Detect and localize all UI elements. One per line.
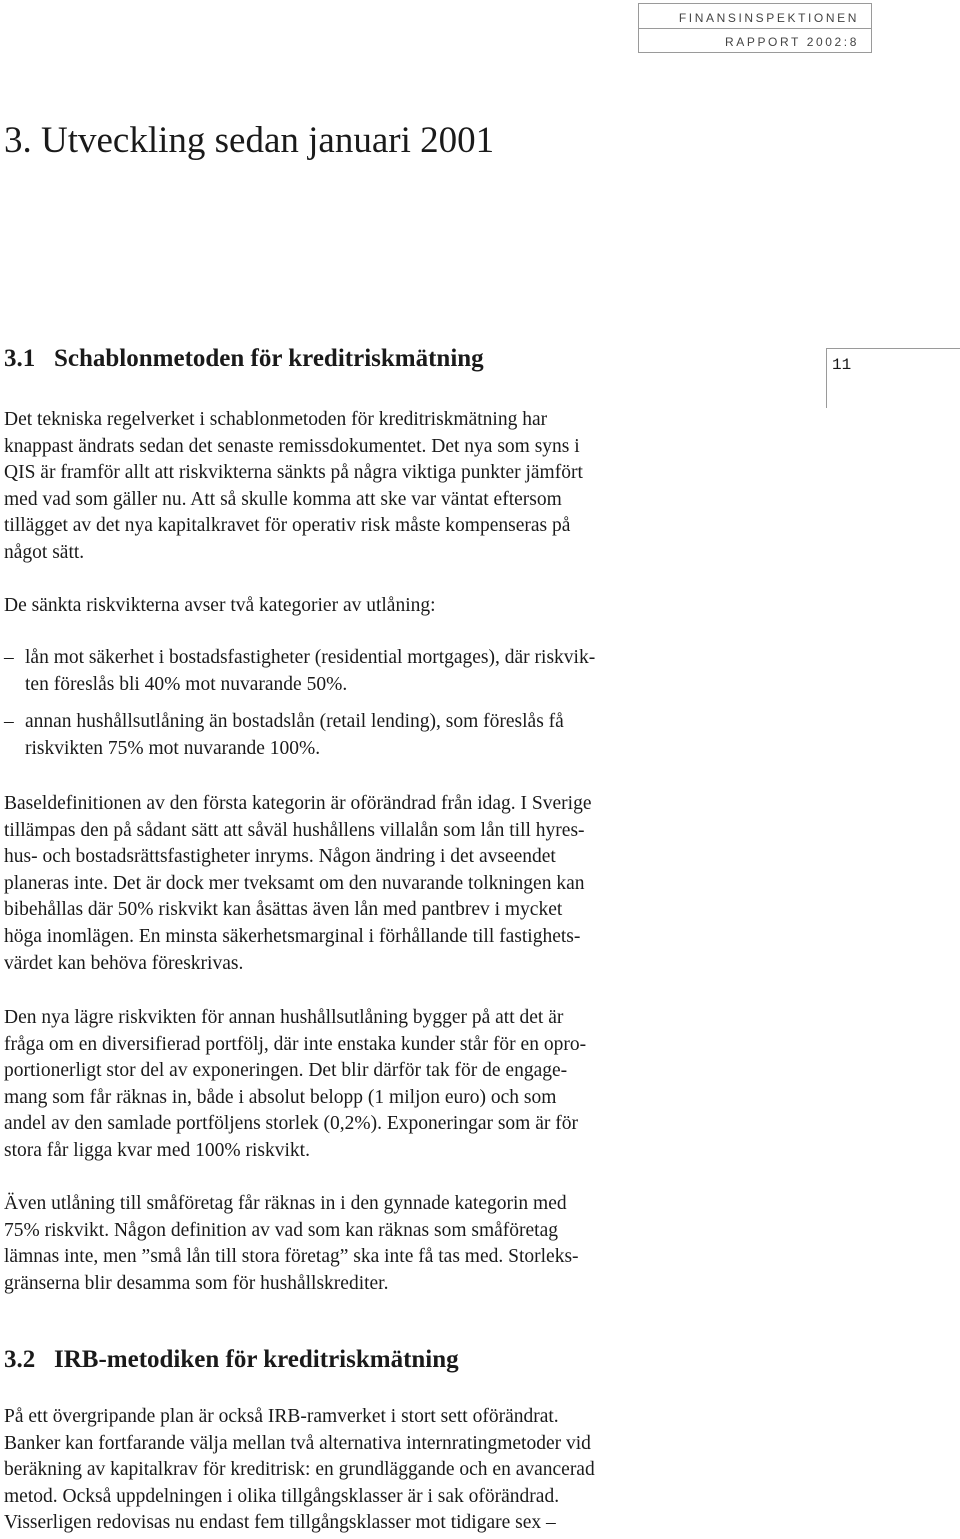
chapter-title: 3. Utveckling sedan januari 2001 xyxy=(4,120,495,161)
text-line: Den nya lägre riskvikten för annan hushållsutlåning bygger på att det är xyxy=(4,1007,564,1028)
report-header-box xyxy=(638,3,872,53)
text-line: med vad som gäller nu. Att så skulle komma att ske var väntat eftersom xyxy=(4,488,562,510)
text-line: Baseldefinitionen av den första kategorin är oförändrad från idag. I Sverige xyxy=(4,793,592,814)
text-line: Visserligen redovisas nu endast fem tillgångsklasser mot tidigare sex – xyxy=(4,1512,556,1534)
text-line: ten föreslås bli 40% mot nuvarande 50%. xyxy=(25,673,348,695)
paragraph-6 xyxy=(4,1404,704,1537)
text-line: annan hushållsutlåning än bostadslån (retail lending), som föreslås få xyxy=(25,711,564,733)
paragraph-4 xyxy=(4,1005,704,1165)
page-number-rule xyxy=(826,348,960,349)
text-line: lämnas inte, men ”små lån till stora företag” ska inte få tas med. Storleks- xyxy=(4,1246,579,1268)
text-line: hus- och bostadsrättsfastigheter inryms. Någon ändring i det avseendet xyxy=(4,846,556,868)
page-number-frame xyxy=(826,348,960,408)
text-line: QIS är framför allt att riskvikterna sänkts på några viktiga punkter jämfört xyxy=(4,462,583,484)
text-line: mang som får räknas in, både i absolut belopp (1 miljon euro) och som xyxy=(4,1086,557,1108)
text-line: portionerligt stor del av exponeringen. Det blir därför tak för de engage- xyxy=(4,1060,568,1082)
bullet-list xyxy=(4,645,704,762)
list-item xyxy=(4,645,704,698)
text-line: tillämpas den på sådant sätt att såväl hushållens villalån som lån till hyres- xyxy=(4,819,585,841)
text-line: tillägget av det nya kapitalkravet för operativ risk måste kompenseras på xyxy=(4,515,571,537)
section-number: 3.2 xyxy=(4,1346,36,1373)
text-line: Banker kan fortfarande välja mellan två alternativa internratingmetoder vid xyxy=(4,1432,591,1454)
section-heading-3-1 xyxy=(4,345,484,373)
text-line: knappast ändrats sedan det senaste remissdokumentet. Det nya som syns i xyxy=(4,435,580,457)
paragraph-2 xyxy=(4,593,704,620)
section-number: 3.1 xyxy=(4,345,36,372)
text-line: Det tekniska regelverket i schablonmetoden för kreditriskmätning har xyxy=(4,409,548,430)
text-line: värdet kan behöva föreskrivas. xyxy=(4,952,244,974)
text-line: På ett övergripande plan är också IRB-ramverket i stort sett oförändrat. xyxy=(4,1406,559,1427)
text-line: stora får ligga kvar med 100% riskvikt. xyxy=(4,1139,310,1161)
text-line: lån mot säkerhet i bostadsfastigheter (residential mortgages), där riskvik- xyxy=(25,647,596,668)
section-title-text: Schablonmetoden för kreditriskmätning xyxy=(54,345,484,372)
text-line: bibehållas där 50% riskvikt kan åsättas även lån med pantbrev i mycket xyxy=(4,899,563,921)
text-line: beräkning av kapitalkrav för kreditrisk: en grundläggande och en avancerad xyxy=(4,1459,595,1481)
text-line: andel av den samlade portföljens storlek (0,2%). Exponeringar som är för xyxy=(4,1113,578,1135)
text-line: Även utlåning till småföretag får räknas in i den gynnade kategorin med xyxy=(4,1193,567,1214)
text-line: gränserna blir desamma som för hushållskrediter. xyxy=(4,1272,389,1294)
section-title-text: IRB-metodiken för kreditriskmätning xyxy=(54,1346,459,1373)
text-line: riskvikten 75% mot nuvarande 100%. xyxy=(25,737,321,759)
paragraph-3 xyxy=(4,791,704,977)
text-line: planeras inte. Det är dock mer tveksamt om den nuvarande tolkningen kan xyxy=(4,872,585,894)
bullet-dash: – xyxy=(4,711,14,733)
page-number-side-rule xyxy=(826,348,827,408)
text-line: 75% riskvikt. Någon definition av vad som kan räknas som småföretag xyxy=(4,1219,559,1241)
page-number: 11 xyxy=(832,356,852,374)
text-line: De sänkta riskvikterna avser två kategorier av utlåning: xyxy=(4,595,436,616)
text-line: något sätt. xyxy=(4,541,85,563)
header-organization: FINANSINSPEKTIONEN xyxy=(678,11,859,25)
text-line: metod. Också uppdelningen i olika tillgångsklasser är i sak oförändrad. xyxy=(4,1485,560,1507)
paragraph-5 xyxy=(4,1191,704,1297)
bullet-dash: – xyxy=(4,647,14,668)
text-line: fråga om en diversifierad portfölj, där inte enstaka kunder står för en opro- xyxy=(4,1033,587,1055)
header-report-number: RAPPORT 2002:8 xyxy=(724,35,859,49)
list-item xyxy=(4,709,704,762)
paragraph-1 xyxy=(4,407,704,567)
header-divider xyxy=(639,28,871,29)
section-heading-3-2 xyxy=(4,1346,459,1374)
text-line: höga inomlägen. En minsta säkerhetsmarginal i förhållande till fastighets- xyxy=(4,925,581,947)
